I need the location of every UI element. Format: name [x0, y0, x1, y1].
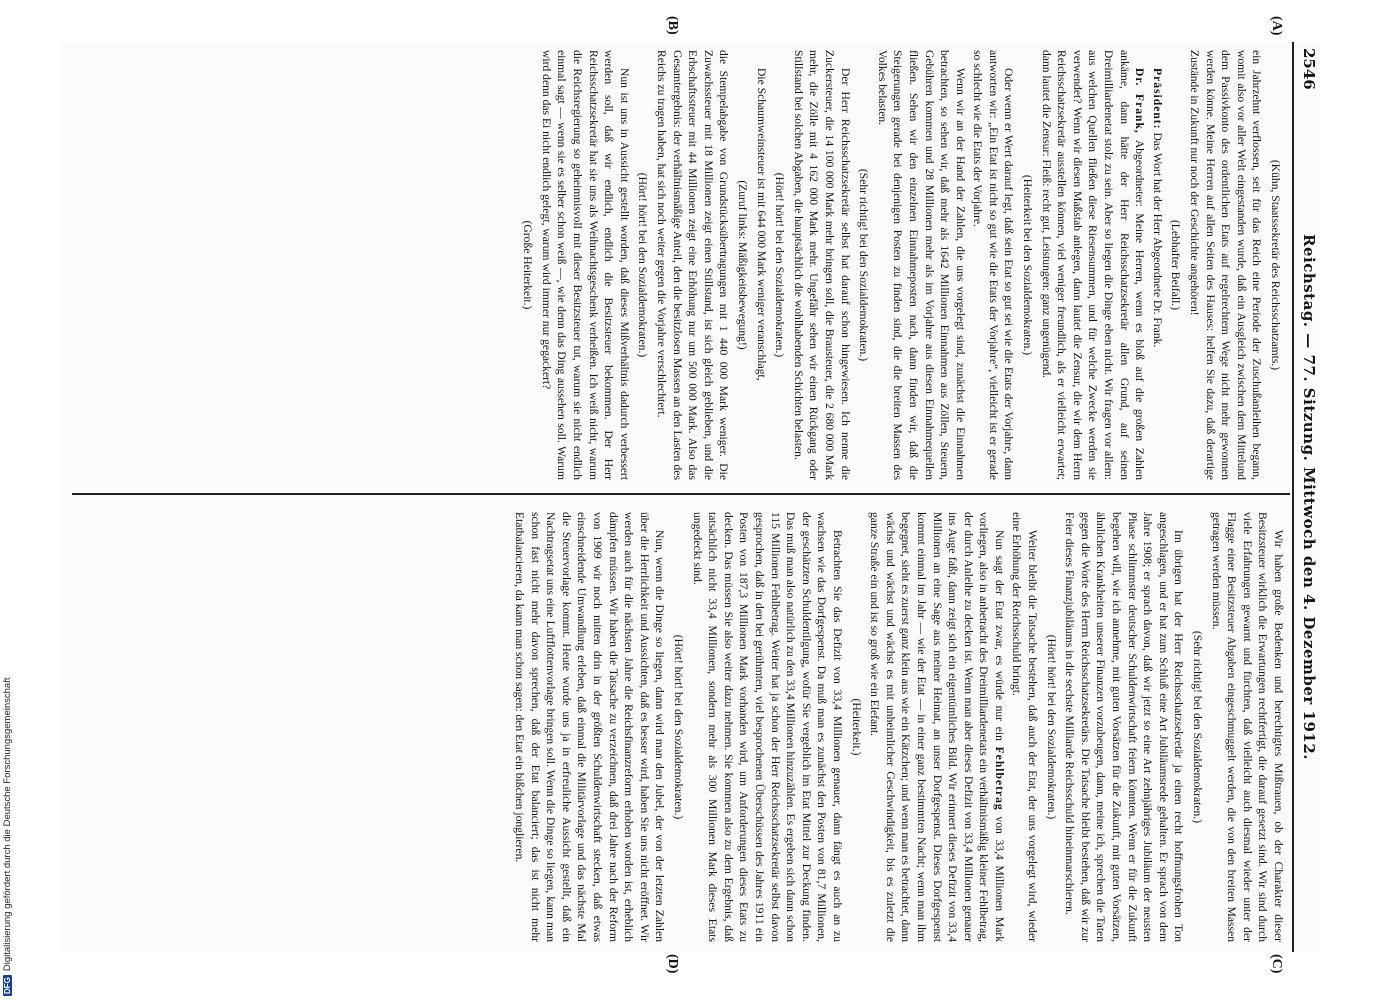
paragraph: Wenn wir an der Hand der Zahlen, die uns vorgelegt sind, zunächst die Einnahmen betrachten, so sehen wir, daß mehr als 1642 Millionen Einnahmen aus Zöllen, Steuern, Gebühren kommen und 28 Millionen mehr als im Vorjahre aus diesen Einnahmequellen fließen. Sehen wir den einzelnen Einnahmeposten nach, dann finden wir, daß die Steigerungen gerade bei denjenigen Posten zu finden sind, die die breiten Massen des Volkes belasten.: [875, 50, 967, 480]
funding-footer: [2, 616, 16, 996]
paragraph: [867, 512, 1007, 942]
paragraph: Weiter bleibt die Tatsache bestehen, daß auch der Etat, der uns vorgelegt wird, wieder eine Erhöhung der Reichsschuld bringt.: [1010, 512, 1040, 942]
reaction: (Sehr richtig! bei den Sozialdemokraten.): [857, 168, 871, 362]
reaction: (Heiterkeit bei den Sozialdemokraten.): [1021, 174, 1035, 356]
page-header: [1294, 42, 1320, 952]
reaction: (Hört! hört! bei den Sozialdemokraten.): [1044, 634, 1058, 820]
reaction: (Hört! hört! bei den Sozialdemokraten.): [773, 172, 787, 358]
paragraph: [1038, 50, 1147, 480]
emphasis: Fehlbetrag: [992, 746, 1006, 811]
document-page: [60, 16, 1320, 974]
paragraph: Der Herr Reichsschatzsekretär selbst hat darauf schon hingewiesen. Ich nenne die Zuckersteuer, die 14 100 000 Mark mehr bringen soll, die Brausteuer, die 2 680 000 Mark mehr, die Zölle mit 4 162 000 Mark mehr. Ungefähr sehen wir einen Rückgang oder Stillstand bei solchen Abgaben, die hauptsächlich die wohlhabenden Schichten belasten.: [791, 50, 852, 480]
paragraph: [1149, 50, 1165, 480]
running-title: Reichstag. — 77. Sitzung. Mittwoch den 4. Dezember 1912.: [1300, 233, 1318, 761]
speaker-label: Dr. Frank,: [1133, 68, 1147, 134]
right-column: [76, 512, 1286, 942]
header-rule: [1292, 42, 1294, 952]
paragraph-text: Das Wort hat der Herr Abgeordnete Dr. Frank.: [1150, 132, 1164, 348]
reaction: (Hört! hört! bei den Sozialdemokraten.): [636, 172, 650, 358]
column-divider: [72, 493, 1290, 495]
paragraph: Nun ist uns in Aussicht gestellt worden, daß dieses Mißverhältnis dadurch verbessert werden soll, daß wir endlich, endlich die Besitzsteuer bekommen. Der Herr Reichsschatzsekretär hat sie uns als Weihnachtsgeschenk verheißen. Ich weiß nicht, warum die Reichsregierung so geheimnisvoll mit dieser Besitzsteuer tut, warum sie nicht endlich einmal sagt — wenn sie es selber schon weiß —, wie denn das Ding aussehen soll. Warum wird denn das Ei nicht endlich gelegt, warum wird immer nur gegackert?: [539, 50, 631, 480]
paragraph: die Stempelabgabe von Grundstücksübertragungen mit 1 440 000 Mark weniger. Die Zuwachssteuer mit 18 Millionen zeigt einen Stillstand, ist sich gleich geblieben, und die Erbschaftssteuer mit 44 Millionen zeigt eine Erhöhung nur um 500 000 Mark. Also das Gesamtergebnis: der verhältnismäßige Anteil, den die besitzlosen Massen an den Lasten des Reichs zu tragen haben, hat sich noch weiter gegen die Vorjahre verschlechtert.: [655, 50, 731, 480]
margin-label-d: (D): [665, 954, 680, 974]
reaction: (Zuruf links: Mäßigkeitsbewegung!): [736, 180, 749, 350]
paragraph: Wir haben große Bedenken und berechtigtes Mißtrauen, ob der Charakter dieser Besitzsteuer wirklich die Erwartungen rechtfertigt, die darauf gesetzt sind. Wir sind durch viele Erfahrungen gewarnt und fürchten, daß vielleicht auch diesmal wieder unter der Flagge einer Besitzsteuer Abgaben eingeschmuggelt werden, die von den breiten Massen getragen werden müssen.: [1209, 512, 1285, 942]
reaction: (Lebhafter Beifall.): [1169, 219, 1183, 311]
paragraph-text: von 33,4 Millionen Mark vorliegen, also in anbetracht des Dreimilliardenetats ein verhältnismäßig kleiner Fehlbetrag, der durch Anleihe zu decken ist. Wenn man aber dieses Defizit von 33,4 Millionen genauer ins Auge faßt, dann zeigt sich ein eigentümliches Bild. Wir erinnert dieses Defizit von 33,4 Millionen an eine Sage aus meiner Heimat, an unser Dorfgespenst. Dieses Dorfgespenst kommt einmal im Jahr — wie der Etat — in einer ganz bestimmten Nacht; wenn man ihm begegnet, sieht es zuerst ganz klein aus wie ein Kätzchen; und wenn man es betrachtet, dann wächst und wächst und wächst es mit unheimlicher Geschwindigkeit, bis es zuletzt die ganze Straße ein und ist so groß wie ein Elefant.: [868, 512, 1006, 942]
funding-note: Digitalisierung gefördert durch die Deutsche Forschungsgemeinschaft: [2, 677, 13, 972]
reaction: (Hört! hört! bei den Sozialdemokraten.): [672, 634, 686, 820]
paragraph: Betrachten Sie das Defizit von 33,4 Millionen genauer, dann fängt es auch an zu wachsen wie das Dorfgespenst. Da muß man es zunächst den Posten von 81,7 Millionen, der geschätzten Schuldentilgung, wofür Sie vergeblich im Etat Mittel zur Deckung finden. Das muß man also natürlich zu den 33,4 Millionen hinzuzählen. Es ergeben sich dann schon 115 Millionen Fehlbetrag. Weiter hat ja schon der Herr Reichsschatzsekretär selbst davon gesprochen, daß in den bei gerühmten, viel besprochenen Überschüssen des Jahres 1911 ein Posten von 187,3 Millionen Mark vorhanden wird, um Anforderungen dieses Etats zu decken. Das müssen Sie also weiter dazu nehmen. Sie kommen also zu dem Ergebnis, daß tatsächlich nicht 33,4 Millionen, sondern mehr als 300 Millionen Mark dieses Etats ungedeckt sind.: [690, 512, 844, 942]
reaction: (Große Heiterkeit.): [521, 220, 535, 310]
paragraph: ein Jahrzehnt verflossen, seit für das Reich eine Periode der Zuschußanleihen begann, womit also vor aller Welt eingestanden wurde, daß ein Ausgleich zwischen dem Mittelund dem Passivkonto des ordentlichen Etats auf regelrechtem Wege nicht mehr gewonnen werden könne. Meine Herren auf allen Seiten des Hauses: helfen Sie dazu, daß derartige Zustände in Zukunft nur noch der Geschichte angehören!: [1188, 50, 1264, 480]
paragraph-text: Nun sagt der Etat zwar, es würde nur ein: [992, 530, 1006, 741]
margin-label-c: (C): [1269, 954, 1284, 974]
reaction: (Sehr richtig! bei den Sozialdemokraten.): [1191, 630, 1205, 824]
margin-label-a: (A): [1269, 16, 1284, 36]
dfg-logo: DFG: [3, 977, 12, 994]
paragraph: Oder wenn er Wert darauf legt, daß sein Etat so gut sei wie die Etats der Vorjahre, dann antworten wir: „Ein Etat ist nicht so gut wie die Etats der Vorjahre“, vielleicht ist er gerade so schlecht wie die Etats der Vorjahre.: [971, 50, 1016, 480]
speaker-label: Präsident:: [1150, 68, 1164, 130]
paragraph: Im übrigen hat der Herr Reichsschatzsekretär ja einen recht hoffnungsfrohen Ton angeschlagen, und er hat zum Schluß eine Art Jubiläumsrede gehalten. Er sprach von dem Jahre 1908; er sprach davon, daß wir jetzt so eine Art zehnjähriges Jubiläum der neusten Phase schlimmster deutscher Schuldenwirtschaft feiern könnten. Wenn er für die Zukunft begehen will, wie ich annehme, mit guten Vorsätzen für die Zukunft, mit guten Vorsätzen, ähnlichen Krankheiten unserer Finanzen vorzubeugen, dann, meine ich, sprechen die Taten gegen die Worte des Herrn Reichsschatzsekretärs. Die Tatsache bleibt bestehen, daß wir zur Feier dieses Finanzjubiläums in die sechste Milliarde Reichsschuld hineinmarschieren.: [1063, 512, 1186, 942]
paragraph-text: Abgeordneter: Meine Herren, wenn es bloß auf die großen Zahlen ankäme, dann hätte der Herr Reichsschatzsekretär allen Grund, auf seinen Dreimilliardenetat stolz zu sein. Aber so liegen die Dinge eben nicht. Wir fragen vor allem: aus welchen Quellen fließen diese Riesensummen, und für welche Zwecke werden sie verwendet? Wenn wir diesen Maßstab anlegen, dann lautet die Zensur, die wir dem Herrn Reichsschatzsekretär ausstellen können, viel weniger freundlich, als er vielleicht erwartet; dann lautet die Zensur: Fleiß: recht gut, Leistungen: ganz ungenügend.: [1039, 50, 1147, 480]
margin-label-b: (B): [665, 16, 680, 35]
left-column: [76, 50, 1286, 480]
paragraph: Nun, wenn die Dinge so liegen, dann wird man den Jubel, der von der letzten Zahlen über die Herrlichkeit und Aussichten, daß es besser wird, haben Sie uns nicht eröffnet. Wir werden auch für die nächsten Jahre die Reichsfinanzreform erhoben worden ist, erheblich dämpfen müssen. Wir haben die Tatsache zu verzeichnen, daß drei Jahre nach der Reform von 1909 wir noch mitten drin in der größten Schuldenwirtschaft stecken, daß etwas einschneidende Umwandlung erleben, daß einmal die Militärvorlage und das nächste Mal die Steuervorlage kommt. Heute wurde uns ja in erfreuliche Aussicht gestellt, daß ein Nachtragsetat uns eine Luftflottenvorlage bringen soll. Wenn die Dinge so liegen, kann man schon fast nicht mehr davon sprechen, daß der Etat balanciert; das ist nicht mehr Etatbalancieren, da kann man schon sagen: den Etat ein bißchen jonglieren.: [513, 512, 667, 942]
paragraph: Die Schaumweinsteuer ist mit 644 000 Mark weniger veranschlagt,: [754, 68, 768, 381]
reaction: (Heiterkeit.): [849, 698, 863, 756]
page-number: 2546: [1300, 48, 1318, 90]
speaker-line: (Kühn, Staatssekretär des Reichsschatzamts.): [1269, 159, 1282, 371]
